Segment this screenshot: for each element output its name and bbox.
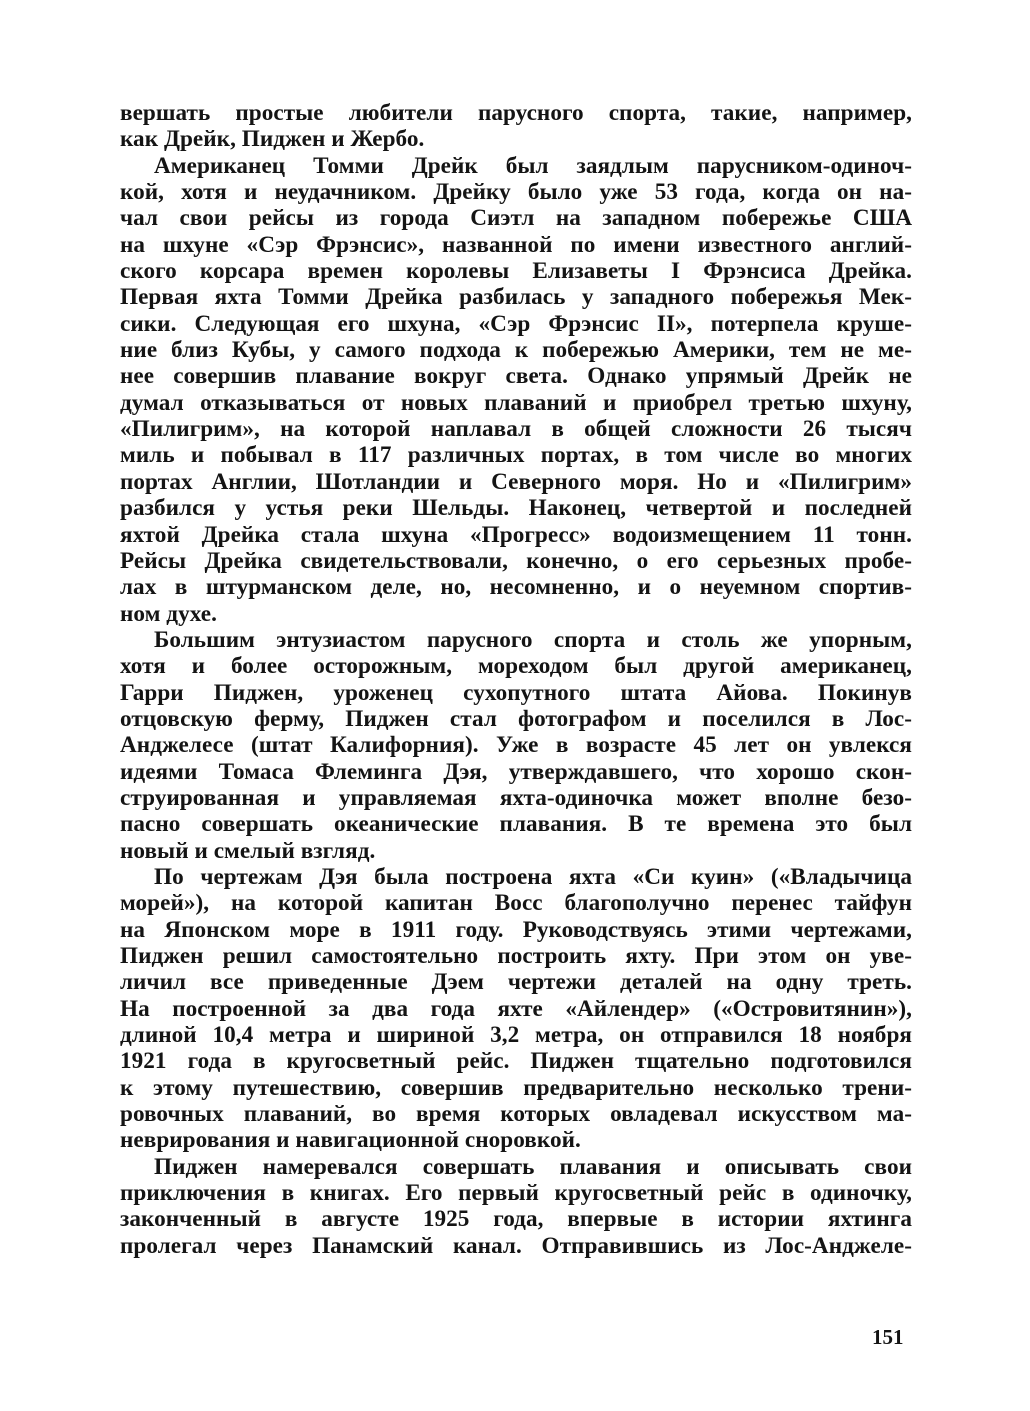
- text-line: Американец Томми Дрейк был заядлым парусником-одиноч-: [154, 152, 912, 179]
- text-line: лах в штурманском деле, но, несомненно, и о неуемном спортив-: [120, 574, 912, 601]
- text-line: новый и смелый взгляд.: [120, 837, 376, 864]
- text-line: идеями Томаса Флеминга Дэя, утверждавшего, что хорошо скон-: [120, 758, 912, 785]
- paragraph: [120, 100, 912, 153]
- text-line: к этому путешествию, совершив предварительно несколько трени-: [120, 1074, 912, 1101]
- text-line: хотя и более осторожным, мореходом был другой американец,: [120, 653, 912, 680]
- text-line: кой, хотя и неудачником. Дрейку было уже 53 года, когда он на-: [120, 179, 912, 206]
- text-line: чал свои рейсы из города Сиэтл на западном побережье США: [120, 205, 912, 232]
- text-line: нее совершив плавание вокруг света. Однако упрямый Дрейк не: [120, 363, 912, 390]
- text-line: приключения в книгах. Его первый кругосветный рейс в одиночку,: [120, 1180, 912, 1207]
- text-line: Рейсы Дрейка свидетельствовали, конечно, о его серьезных пробе-: [120, 547, 912, 574]
- text-line: По чертежам Дэя была построена яхта «Си куин» («Владычица: [154, 863, 912, 890]
- text-line: Гарри Пиджен, уроженец сухопутного штата Айова. Покинув: [120, 679, 912, 706]
- text-line: на Японском море в 1911 году. Руководствуясь этими чертежами,: [120, 916, 912, 943]
- text-line: на шхуне «Сэр Фрэнсис», названной по имени известного англий-: [120, 231, 912, 258]
- text-line: сики. Следующая его шхуна, «Сэр Фрэнсис II», потерпела круше-: [120, 310, 912, 337]
- text-line: ние близ Кубы, у самого подхода к побережью Америки, тем не ме-: [120, 337, 912, 364]
- text-line: морей»), на которой капитан Восс благополучно перенес тайфун: [120, 890, 912, 917]
- text-line: Большим энтузиастом парусного спорта и столь же упорным,: [154, 626, 912, 653]
- text-line: портах Англии, Шотландии и Северного моря. Но и «Пилигрим»: [120, 468, 912, 495]
- text-line: законченный в августе 1925 года, впервые в истории яхтинга: [120, 1206, 912, 1233]
- text-line: разбился у устья реки Шельды. Наконец, четвертой и последней: [120, 495, 912, 522]
- paragraph: [120, 153, 912, 627]
- text-line: длиной 10,4 метра и шириной 3,2 метра, он отправился 18 ноября: [120, 1022, 912, 1049]
- text-line: 1921 года в кругосветный рейс. Пиджен тщательно подготовился: [120, 1048, 912, 1075]
- page-number: 151: [872, 1325, 904, 1349]
- text-line: отцовскую ферму, Пиджен стал фотографом и поселился в Лос-: [120, 705, 912, 732]
- text-line: вершать простые любители парусного спорта, такие, например,: [120, 100, 912, 126]
- text-line: неврирования и навигационной сноровкой.: [120, 1127, 581, 1154]
- text-line: миль и побывал в 117 различных портах, в том числе во многих: [120, 442, 912, 469]
- text-line: яхтой Дрейка стала шхуна «Прогресс» водоизмещением 11 тонн.: [120, 521, 912, 548]
- text-line: «Пилигрим», на которой наплавал в общей сложности 26 тысяч: [120, 416, 912, 443]
- paragraph: [120, 864, 912, 1154]
- text-line: Анджелесе (штат Калифорния). Уже в возрасте 45 лет он увлекся: [120, 732, 912, 759]
- text-line: пасно совершать океанические плавания. В те времена это был: [120, 811, 912, 838]
- text-line: Пиджен решил самостоятельно построить яхту. При этом он уве-: [120, 943, 912, 969]
- text-line: пролегал через Панамский канал. Отправившись из Лос-Анджеле-: [120, 1232, 912, 1259]
- text-line: ровочных плаваний, во время которых овладевал искусством ма-: [120, 1101, 912, 1128]
- text-line: На построенной за два года яхте «Айлендер» («Островитянин»),: [120, 995, 912, 1022]
- paragraph: [120, 627, 912, 864]
- text-line: думал отказываться от новых плаваний и приобрел третью шхуну,: [120, 389, 912, 416]
- text-line: личил все приведенные Дэем чертежи деталей на одну треть.: [120, 969, 912, 996]
- text-line: как Дрейк, Пиджен и Жербо.: [120, 126, 425, 153]
- text-line: Пиджен намеревался совершать плавания и описывать свои: [154, 1153, 912, 1180]
- text-line: Первая яхта Томми Дрейка разбилась у западного побережья Мек-: [120, 284, 912, 311]
- text-line: ном духе.: [120, 600, 217, 627]
- text-line: ского корсара времен королевы Елизаветы I Фрэнсиса Дрейка.: [120, 258, 912, 285]
- book-page-text: [120, 100, 912, 1259]
- paragraph: [120, 1154, 912, 1259]
- text-line: струированная и управляемая яхта-одиночка может вполне безо-: [120, 784, 912, 811]
